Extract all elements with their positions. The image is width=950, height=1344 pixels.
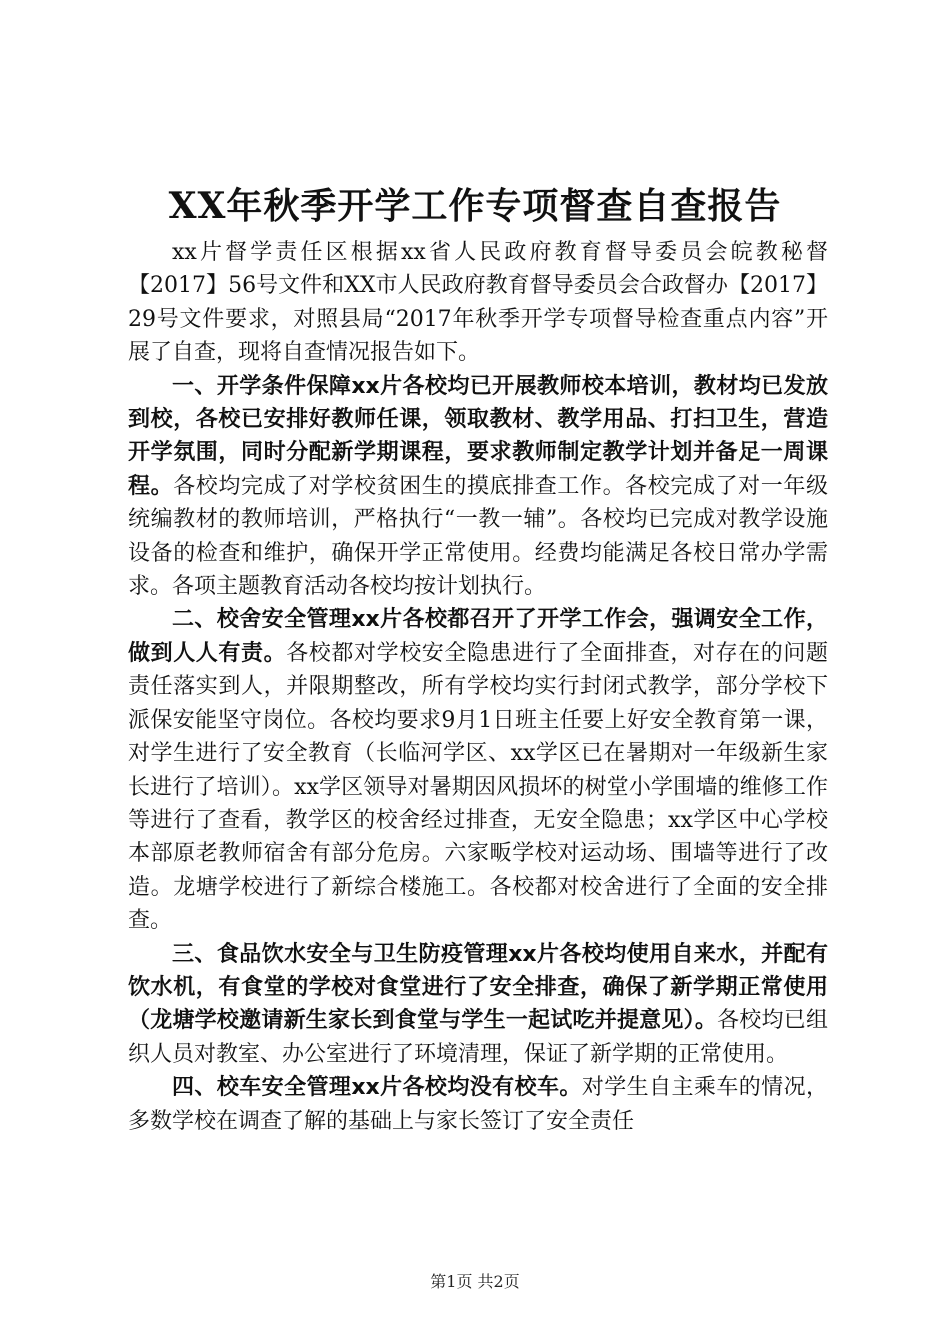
section-2-heading: 二、校舍安全管理xx片各校都召开了开学工作会，强调安全工作，做到人人有责。 (128, 607, 828, 666)
section-2-paragraph (128, 603, 828, 937)
page-number-footer: 第1页 共2页 (430, 1272, 520, 1291)
section-3-paragraph (128, 938, 828, 1072)
section-4-heading: 四、校车安全管理xx片各校均没有校车。 (172, 1075, 582, 1101)
section-4-body: 对学生自主乘车的情况，多数学校在调查了解的基础上与家长签订了安全责任 (128, 1075, 828, 1134)
document-title: XX年秋季开学工作专项督查自查报告 (168, 185, 782, 227)
section-1-body: 各校均完成了对学校贫困生的摸底排查工作。各校完成了对一年级统编教材的教师培训，严格执行“一教一辅”。各校均已完成对教学设施设备的检查和维护，确保开学正常使用。经费均能满足各校日常办学需求。各项主题教育活动各校均按计划执行。 (128, 473, 828, 600)
document-body (128, 236, 828, 1138)
section-1-paragraph (128, 370, 828, 604)
intro-paragraph: xx片督学责任区根据xx省人民政府教育督导委员会皖教秘督【2017】56号文件和XX市人民政府教育督导委员会合政督办【2017】29号文件要求，对照县局“2017年秋季开学专项督导检查重点内容”开展了自查，现将自查情况报告如下。 (128, 240, 828, 366)
section-3-heading: 三、食品饮水安全与卫生防疫管理xx片各校均使用自来水，并配有饮水机，有食堂的学校对食堂进行了安全排查，确保了新学期正常使用（龙塘学校邀请新生家长到食堂与学生一起试吃并提意见）。 (128, 941, 828, 1034)
section-2-body: 各校都对学校安全隐患进行了全面排查，对存在的问题责任落实到人，并限期整改，所有学校均实行封闭式教学，部分学校下派保安能坚守岗位。各校均要求9月1日班主任要上好安全教育第一课，对学生进行了安全教育（长临河学区、xx学区已在暑期对一年级新生家长进行了培训）。xx学区领导对暑期因风损坏的树堂小学围墙的维修工作等进行了查看，教学区的校舍经过排查，无安全隐患；xx学区中心学校本部原老教师宿舍有部分危房。六家畈学校对运动场、围墙等进行了改造。龙塘学校进行了新综合楼施工。各校都对校舍进行了全面的安全排查。 (128, 640, 828, 934)
section-3-body: 各校均已组织人员对教室、办公室进行了环境清理，保证了新学期的正常使用。 (128, 1008, 828, 1067)
section-1-heading: 一、开学条件保障xx片各校均已开展教师校本培训，教材均已发放到校，各校已安排好教师任课，领取教材、教学用品、打扫卫生，营造开学氛围，同时分配新学期课程，要求教师制定教学计划并备足一周课程。 (128, 373, 828, 499)
section-4-paragraph (128, 1071, 828, 1138)
